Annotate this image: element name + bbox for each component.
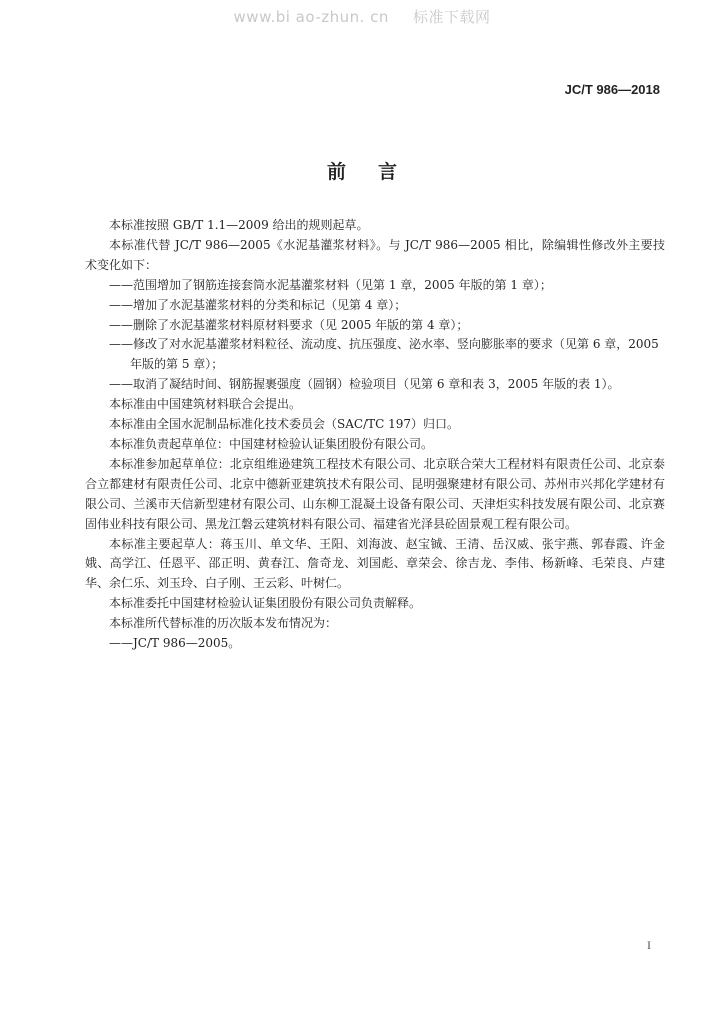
- change-item: ——删除了水泥基灌浆材料原材料要求（见 2005 年版的第 4 章）；: [109, 317, 469, 332]
- paragraph-history: 本标准所代替标准的历次版本发布情况为：: [109, 616, 338, 631]
- change-item: ——取消了凝结时间、钢筋握裹强度（圆钢）检验项目（见第 6 章和表 3，2005 年版的表 1）。: [109, 377, 620, 392]
- watermark-site: www.bi ao-zhun. cn: [233, 8, 389, 26]
- paragraph-drafting-rules: 本标准按照 GB/T 1.1—2009 给出的规则起草。: [109, 218, 369, 232]
- paragraph-committee: 本标准由全国水泥制品标准化技术委员会（SAC/TC 197）归口。: [109, 417, 460, 432]
- paragraph-proposer: 本标准由中国建筑材料联合会提出。: [109, 397, 302, 412]
- foreword-body: [85, 216, 665, 654]
- page-title: 前言: [326, 161, 429, 183]
- change-item: ——范围增加了钢筋连接套筒水泥基灌浆材料（见第 1 章，2005 年版的第 1 章）；: [109, 277, 552, 292]
- watermark-name: 标准下载网: [412, 8, 491, 26]
- paragraph-participating-units: 本标准参加起草单位：北京组维逊建筑工程技术有限公司、北京联合荣大工程材料有限责任公司、北京泰合立都建材有限责任公司、北京中德新亚建筑技术有限公司、昆明强聚建材有限公司、苏州市兴邦化学建材有限公司、兰溪市天信新型建材有限公司、山东柳工混凝土设备有限公司、天津炬实科技发展有限公司、北京赛固伟业科技有限公司、黑龙江磐云建筑材料有限公司、福建省光泽县砼固景观工程有限公司。: [85, 456, 665, 531]
- paragraph-lead-drafter: 本标准负责起草单位：中国建材检验认证集团股份有限公司。: [109, 436, 434, 451]
- paragraph-main-drafters: 本标准主要起草人：蒋玉川、单文华、王阳、刘海波、赵宝铖、王清、岳汉威、张宇燕、郭春霞、许金娥、高学江、任恩平、邵正明、黄春江、詹奇龙、刘国彪、章荣会、徐吉龙、李伟、杨新峰、毛荣良、卢建华、余仁乐、刘玉玲、白子刚、王云彩、叶树仁。: [85, 536, 665, 591]
- history-item: ——JC/T 986—2005。: [109, 636, 241, 651]
- document-code: JC/T 986—2018: [564, 82, 660, 97]
- paragraph-interpretation: 本标准委托中国建材检验认证集团股份有限公司负责解释。: [109, 596, 422, 611]
- paragraph-replacement: 本标准代替 JC/T 986—2005《水泥基灌浆材料》。与 JC/T 986—2005 相比，除编辑性修改外主要技术变化如下：: [85, 237, 665, 272]
- change-item: ——增加了水泥基灌浆材料的分类和标记（见第 4 章）；: [109, 297, 407, 312]
- watermark: [0, 6, 724, 27]
- change-item: ——修改了对水泥基灌浆材料粒径、流动度、抗压强度、泌水率、竖向膨胀率的要求（见第 6 章，2005 年版的第 5 章）；: [109, 337, 659, 372]
- page-number: I: [647, 938, 651, 952]
